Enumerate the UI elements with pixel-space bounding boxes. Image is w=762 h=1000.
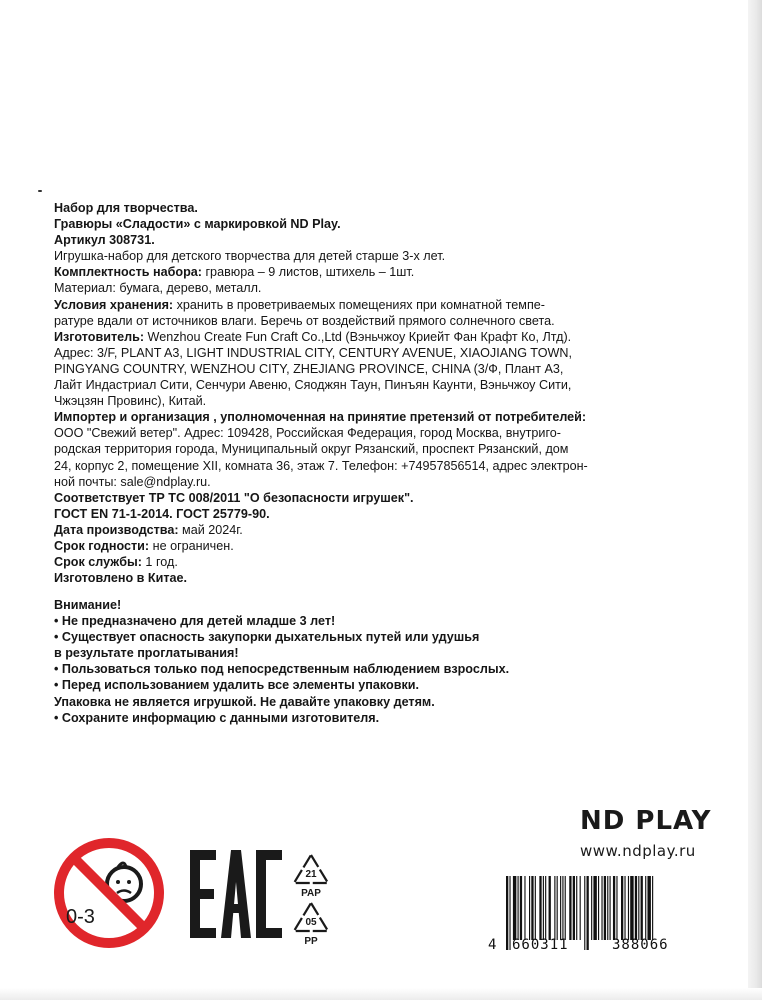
barcode-bar: [554, 876, 555, 940]
barcode-bar: [604, 876, 606, 940]
page-edge: [748, 0, 762, 1000]
info-line: [54, 345, 644, 361]
info-line: [54, 361, 644, 377]
barcode-bar: [539, 876, 541, 940]
info-text: ООО "Свежий ветер". Адрес: 109428, Российская Федерация, город Москва, внутриго-: [54, 426, 561, 441]
recycle-code: 05: [305, 917, 317, 928]
nd-play-logo: [580, 806, 711, 836]
info-line: [54, 554, 644, 570]
barcode-bar: [607, 876, 608, 940]
info-line: [54, 313, 644, 329]
info-text: 24, корпус 2, помещение XII, комната 36, этаж 7. Телефон: +74957856514, адрес электрон-: [54, 458, 588, 473]
baby-eye-right: [127, 880, 131, 884]
barcode-bar: [529, 876, 530, 940]
recycle-pap-icon: [290, 852, 332, 898]
barcode-bar: [535, 876, 536, 940]
info-line: [54, 393, 644, 409]
barcode-bar: [598, 876, 599, 940]
barcode-bar: [601, 876, 602, 940]
warning-title: Внимание!: [54, 598, 122, 612]
barcode-bar: [652, 876, 653, 940]
info-label: Набор для творчества.: [54, 201, 198, 215]
no-children-under-3-icon: [52, 836, 166, 950]
website-url: www.ndplay.ru: [580, 842, 696, 860]
eac-e-mid: [190, 889, 214, 899]
barcode-bar: [543, 876, 544, 940]
info-text: Лайт Индастриал Сити, Сенчури Авеню, Сяоджян Таун, Пинъян Каунти, Вэньчжоу Сити,: [54, 378, 572, 393]
eac-a-shape: [221, 850, 251, 938]
recycle-code: 21: [305, 869, 317, 880]
eac-mark-icon: [190, 846, 282, 942]
info-label: Срок службы:: [54, 555, 142, 570]
eac-a-bar: [230, 904, 242, 913]
barcode-bar: [593, 876, 596, 940]
barcode-bar: [565, 876, 566, 940]
baby-mouth: [117, 891, 131, 894]
info-line: [54, 425, 644, 441]
info-label: Изготовлено в Китае.: [54, 571, 188, 586]
barcode-bar: [628, 876, 629, 940]
info-text: Игрушка-набор для детского творчества для детей старше 3-х лет.: [54, 249, 446, 264]
barcode-bar: [520, 876, 522, 940]
info-label: ГОСТ EN 71-1-2014. ГОСТ 25779-90.: [54, 506, 270, 521]
info-text: Wenzhou Create Fun Craft Co.,Ltd (Вэньчжоу Криейт Фан Крафт Ко, Лтд).: [144, 329, 572, 344]
info-label: Импортер и организация , уполномоченная на принятие претензий от потребителей:: [54, 410, 587, 425]
eac-c-stem: [256, 850, 266, 938]
eac-e-top: [190, 850, 216, 860]
info-line: [54, 377, 644, 393]
info-line: [54, 329, 644, 345]
warning-line: • Перед использованием удалить все элементы упаковки.: [54, 678, 420, 693]
info-text: Материал: бумага, дерево, металл.: [54, 281, 262, 296]
barcode-bar: [518, 876, 519, 940]
warning-line: • Сохраните информацию с данными изготовителя.: [54, 710, 380, 725]
info-text: Чжэцзян Провинс), Китай.: [54, 394, 207, 409]
logo-text: ND PLAY: [580, 806, 712, 836]
print-speck: [38, 190, 42, 192]
barcode-bar: [569, 876, 571, 940]
barcode-bar: [645, 876, 646, 940]
eac-c-top: [256, 850, 282, 860]
info-line: [54, 297, 644, 313]
barcode-bar: [610, 876, 611, 940]
product-info-block: [54, 200, 644, 586]
info-label: Гравюры «Сладости» с маркировкой ND Play.: [54, 217, 341, 232]
barcode-bar: [641, 876, 643, 940]
warning-block: [54, 597, 614, 726]
info-text: 1 год.: [141, 555, 178, 570]
barcode-bar: [647, 876, 650, 940]
info-line: [54, 458, 644, 474]
barcode-bar: [630, 876, 633, 940]
info-line: [54, 474, 644, 490]
info-text: гравюра – 9 листов, штихель – 1шт.: [201, 265, 415, 280]
barcode-bar: [509, 876, 510, 950]
info-line: [54, 200, 644, 216]
info-line: [54, 216, 644, 232]
info-label: Условия хранения:: [54, 297, 174, 312]
info-text: ратуре вдали от источников влаги. Беречь от воздействий прямого солнечного света.: [54, 313, 555, 328]
info-label: Комплектность набора:: [54, 265, 202, 280]
info-text: Адрес: 3/F, PLANT A3, LIGHT INDUSTRIAL CITY, CENTURY AVENUE, XIAOJIANG TOWN,: [54, 345, 573, 360]
warning-line: Упаковка не является игрушкой. Не давайте упаковку детям.: [54, 694, 435, 709]
eac-c-bottom: [256, 928, 282, 938]
info-line: [54, 409, 644, 425]
barcode-left-group: 660311: [512, 937, 569, 953]
barcode-bar: [573, 876, 575, 940]
barcode-bar: [576, 876, 577, 940]
info-text: не ограничен.: [149, 538, 234, 553]
recycle-label: PAP: [301, 888, 321, 898]
info-line: [54, 264, 644, 280]
barcode-bar: [506, 876, 508, 950]
info-label: Артикул 308731.: [54, 233, 155, 248]
info-line: [54, 441, 644, 457]
barcode-bar: [524, 876, 525, 940]
barcode-bar: [557, 876, 558, 940]
eac-e-bottom: [190, 928, 216, 938]
barcode-bar: [545, 876, 546, 940]
barcode-bar: [531, 876, 533, 940]
baby-eye-left: [116, 880, 120, 884]
info-line: [54, 538, 644, 554]
barcode-bar: [587, 876, 589, 950]
warning-line: • Пользоваться только под непосредственным наблюдением взрослых.: [54, 662, 510, 677]
info-text: ной почты: sale@ndplay.ru.: [54, 474, 211, 489]
barcode-bar: [562, 876, 563, 940]
info-line: [54, 248, 644, 264]
info-text: PINGYANG COUNTRY, WENZHOU CITY, ZHEJIANG PROVINCE, CHINA (3/Ф, Плант А3,: [54, 361, 564, 376]
barcode-bar: [635, 876, 637, 940]
warning-line: в результате проглатывания!: [54, 646, 239, 661]
barcode-bar: [621, 876, 623, 940]
warning-line: • Не предназначено для детей младше 3 лет!: [54, 614, 336, 629]
barcode-bar: [616, 876, 617, 940]
barcode-bar: [613, 876, 615, 940]
info-line: [54, 506, 644, 522]
barcode-bar: [584, 876, 585, 950]
info-label: Изготовитель:: [54, 329, 145, 344]
barcode-bar: [591, 876, 592, 940]
info-label: Соответствует ТР ТС 008/2011 "О безопасности игрушек".: [54, 490, 414, 505]
info-text: родская территория города, Муниципальный округ Рязанский, проспект Рязанский, дом: [54, 442, 569, 457]
barcode-right-group: 388066: [612, 937, 669, 953]
barcode-bar: [580, 876, 581, 940]
info-line: [54, 490, 644, 506]
barcode-first-digit: 4: [488, 937, 498, 953]
barcode-bar: [513, 876, 516, 940]
recycle-pp-icon: [290, 900, 332, 946]
info-line: [54, 232, 644, 248]
barcode-bar: [638, 876, 639, 940]
warning-line: • Существует опасность закупорки дыхательных путей или удушья: [54, 630, 480, 645]
info-text: май 2024г.: [178, 522, 243, 537]
info-line: [54, 280, 644, 296]
info-label: Срок годности:: [54, 538, 150, 553]
barcode-bar: [624, 876, 625, 940]
age-label: 0-3: [66, 906, 95, 928]
barcode-bar: [549, 876, 551, 940]
barcode-bar: [560, 876, 561, 940]
bottom-edge: [0, 988, 762, 1000]
recycle-label: PP: [304, 936, 318, 946]
info-text: хранить в проветриваемых помещениях при комнатной темпе-: [173, 297, 545, 312]
info-line: [54, 522, 644, 538]
info-line: [54, 570, 644, 586]
info-label: Дата производства:: [54, 522, 179, 537]
